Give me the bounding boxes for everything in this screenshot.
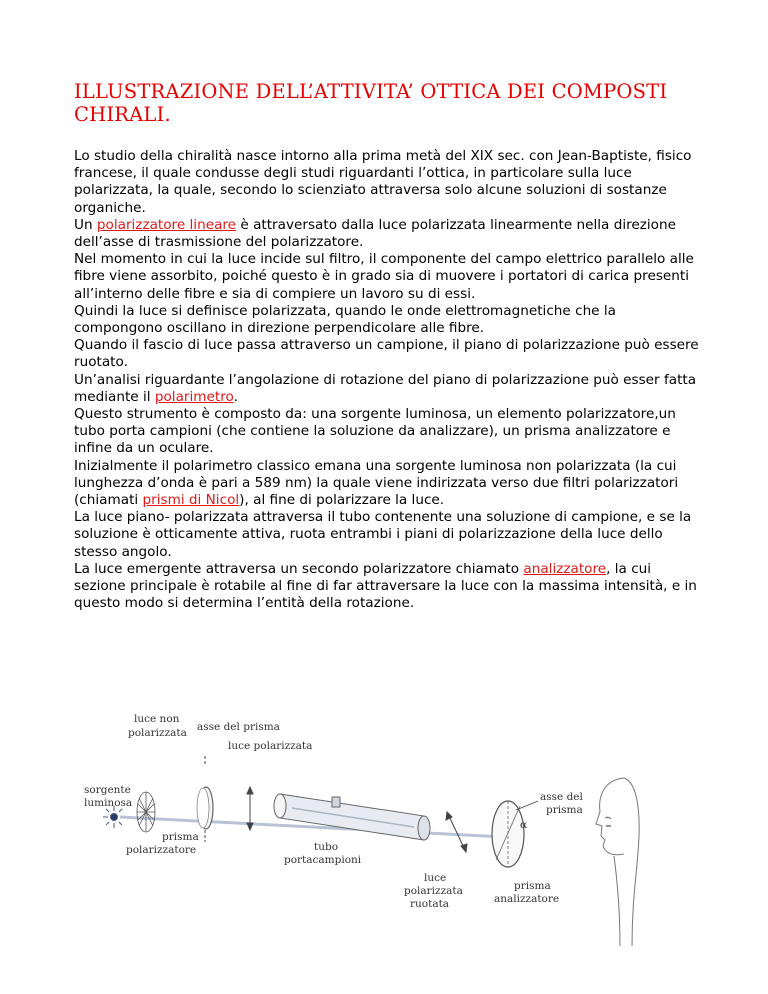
paragraph: Quindi la luce si definisce polarizzata, quando le onde elettromagnetiche che la compongono oscillano in direzione perpendicolare alle fibre.	[74, 302, 616, 337]
paragraph: Un’analisi riguardante l’angolazione di rotazione del piano di polarizzazione può esser fatta mediante il polarimetro.	[74, 371, 697, 405]
observer-face-icon	[596, 778, 639, 946]
paragraph: La luce emergente attraversa un secondo polarizzatore chiamato analizzatore, la cui sezione principale è rotabile al fine di far attraversare la luce con la massima intensità, e in questo modo si determina l’entità della rotazione.	[74, 560, 697, 612]
label-luce-non: luce non	[134, 713, 180, 725]
link-prismi-di-nicol[interactable]: prismi di Nicol	[142, 492, 240, 509]
label-asse-del: asse del	[540, 791, 583, 803]
polarizer-prism-icon	[197, 787, 213, 829]
label-polarizzatore: polarizzatore	[126, 844, 197, 856]
sample-tube-icon	[274, 794, 430, 840]
label-luminosa: luminosa	[84, 797, 133, 809]
paragraph: Inizialmente il polarimetro classico emana una sorgente luminosa non polarizzata (la cui lunghezza d’onda è pari a 589 nm) la quale viene indirizzata verso due filtri polarizzatori (chiamati prismi di Nicol), al fine di polarizzare la luce.	[74, 457, 679, 509]
label-prisma-2: prisma	[546, 804, 583, 816]
label-analizzatore: analizzatore	[494, 893, 560, 905]
paragraph: Lo studio della chiralità nasce intorno alla prima metà del XIX sec. con Jean-Baptiste, fisico francese, il quale condusse degli studi riguardanti l’ottica, in particolare sulla luce polarizzata, la quale, secondo lo scienziato attraversa solo alcune soluzioni di sostanze organiche.	[74, 148, 692, 216]
paragraph: La luce piano- polarizzata attraversa il tubo contenente una soluzione di campione, e se la soluzione è otticamente attiva, ruota entrambi i piani di polarizzazione della luce dello stesso angolo.	[74, 509, 692, 560]
label-ruotata: ruotata	[410, 898, 450, 910]
label-prisma: prisma	[162, 831, 199, 843]
analyzer-prism-icon	[492, 801, 524, 867]
label-polarizzata-2: polarizzata	[404, 885, 463, 897]
label-prisma-3: prisma	[514, 880, 551, 892]
polarimeter-diagram	[84, 696, 644, 946]
polarized-light-arrow-icon	[247, 787, 253, 830]
paragraph: Quando il fascio di luce passa attraverso un campione, il piano di polarizzazione può essere ruotato.	[74, 337, 699, 371]
unpolarized-light-icon	[137, 792, 155, 832]
rotated-light-arrow-icon	[446, 812, 467, 852]
paragraph: Un polarizzatore lineare è attraversato dalla luce polarizzata linearmente nella direzione dell’asse di trasmissione del polarizzatore.	[74, 216, 676, 251]
link-polarimetro[interactable]: polarimetro	[154, 388, 234, 405]
page-title: ILLUSTRAZIONE DELL’ATTIVITA’ OTTICA DEI COMPOSTI CHIRALI.	[74, 80, 668, 126]
label-luce-polarizzata: luce polarizzata	[228, 740, 313, 752]
body-text	[74, 148, 702, 612]
label-portacampioni: portacampioni	[284, 854, 362, 866]
paragraph: Questo strumento è composto da: una sorgente luminosa, un elemento polarizzatore,un tubo porta campioni (che contiene la soluzione da analizzare), un prisma analizzatore e infine da un oculare.	[74, 406, 676, 457]
label-asse-del-prisma: asse del prisma	[197, 721, 280, 733]
label-sorgente: sorgente	[84, 784, 131, 796]
link-polarizzatore-lineare[interactable]: polarizzatore lineare	[96, 216, 237, 233]
label-tubo: tubo	[314, 841, 339, 853]
link-analizzatore[interactable]: analizzatore	[523, 560, 607, 577]
label-luce: luce	[424, 872, 447, 884]
paragraph: Nel momento in cui la luce incide sul filtro, il componente del campo elettrico parallelo alle fibre viene assorbito, poiché questo è in grado sia di muovere i portatori di carica presenti all’interno delle fibre e sia di compiere un lavoro su di essi.	[74, 251, 694, 302]
label-alpha: α	[520, 819, 528, 831]
label-polarizzata: polarizzata	[128, 727, 187, 739]
